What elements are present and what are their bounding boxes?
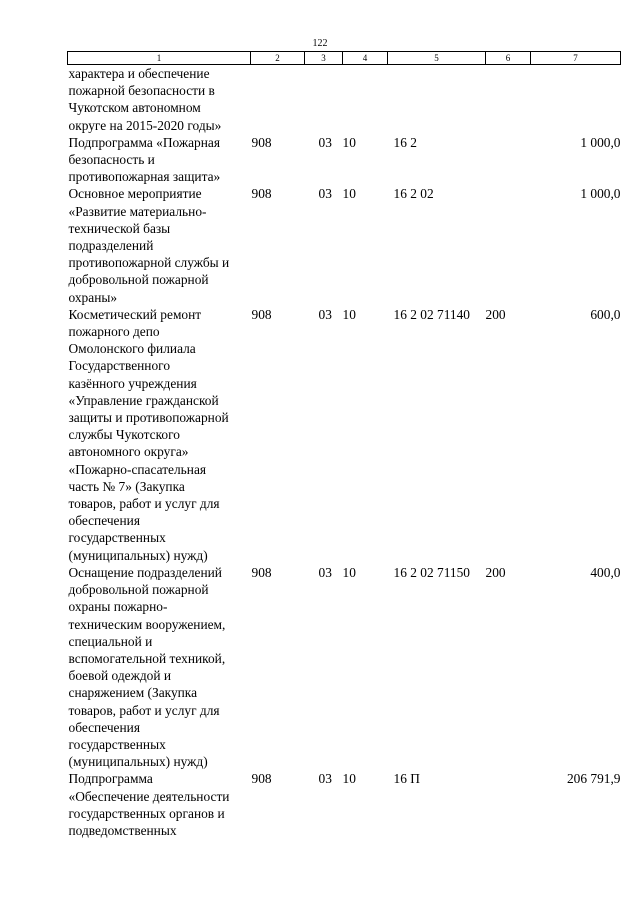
row-subsection <box>343 65 388 134</box>
row-grbs: 908 <box>251 564 272 580</box>
row-name: Подпрограмма «Пожарная безопасность и противопожарная защита» <box>68 134 221 185</box>
row-section: 03 <box>318 564 332 580</box>
row-subsection: 10 <box>342 306 356 322</box>
row-expense-type <box>486 65 531 134</box>
header-col-2: 2 <box>251 52 305 65</box>
row-amount <box>531 65 621 134</box>
table-row <box>68 770 621 839</box>
row-expense-type <box>486 770 531 839</box>
header-col-6: 6 <box>486 52 531 65</box>
row-subsection: 10 <box>342 134 356 150</box>
row-name: Оснащение подразделений добровольной пожарной охраны пожарно- техническим вооружением, специальной и вспомогательной техникой, боевой одеждой и снаряжением (Закупка товаров, работ и услуг для обеспечения государственных (муниципальных) нужд) <box>68 564 226 770</box>
row-amount: 1 000,0 <box>580 134 621 150</box>
row-amount: 400,0 <box>590 564 621 580</box>
row-amount: 206 791,9 <box>566 771 621 787</box>
page-number: 122 <box>312 38 328 49</box>
row-expense-type <box>486 185 531 305</box>
row-target-code: 16 2 <box>393 134 417 150</box>
row-subsection: 10 <box>342 564 356 580</box>
header-row <box>68 52 621 65</box>
row-target-code: 16 2 02 71140 <box>393 306 470 322</box>
row-grbs: 908 <box>251 186 272 202</box>
row-expense-type: 200 <box>485 306 506 322</box>
row-grbs: 908 <box>251 306 272 322</box>
row-expense-type <box>486 134 531 186</box>
budget-table <box>67 51 621 839</box>
row-amount: 600,0 <box>590 306 621 322</box>
header-col-4: 4 <box>343 52 388 65</box>
header-col-1: 1 <box>68 52 251 65</box>
row-section: 03 <box>318 306 332 322</box>
row-subsection: 10 <box>342 771 356 787</box>
row-expense-type: 200 <box>485 564 506 580</box>
row-name: Косметический ремонт пожарного депо Омолонского филиала Государственного казённого учреждения «Управление гражданской защиты и противопожарной службы Чукотского автономного округа» «Пожарно-спасательная часть № 7» (Закупка товаров, работ и услуг для обеспечения государственных (муниципальных) нужд) <box>68 306 229 563</box>
row-section: 03 <box>318 186 332 202</box>
header-col-7: 7 <box>531 52 621 65</box>
row-grbs <box>251 65 305 134</box>
row-name: Подпрограмма «Обеспечение деятельности государственных органов и подведомственных <box>68 771 230 838</box>
row-subsection: 10 <box>342 186 356 202</box>
row-target-code: 16 2 02 <box>393 186 434 202</box>
row-name: Основное мероприятие «Развитие материально- технической базы подразделений противопожарной службы и добровольной пожарной охраны» <box>68 186 230 305</box>
table-row <box>68 65 621 134</box>
table-body <box>68 65 621 840</box>
table-row <box>68 306 621 564</box>
header-col-5: 5 <box>388 52 486 65</box>
row-section: 03 <box>318 134 332 150</box>
table-row <box>68 564 621 770</box>
table-row <box>68 134 621 186</box>
row-section: 03 <box>318 771 332 787</box>
row-target-code: 16 П <box>393 771 420 787</box>
row-section <box>305 65 343 134</box>
row-amount: 1 000,0 <box>580 186 621 202</box>
row-grbs: 908 <box>251 771 272 787</box>
row-grbs: 908 <box>251 134 272 150</box>
header-col-3: 3 <box>305 52 343 65</box>
table-row <box>68 185 621 305</box>
row-target-code <box>388 65 486 134</box>
row-name: характера и обеспечение пожарной безопасности в Чукотском автономном округе на 2015-2020 годы» <box>68 66 222 133</box>
row-target-code: 16 2 02 71150 <box>393 564 470 580</box>
table-header <box>68 52 621 65</box>
